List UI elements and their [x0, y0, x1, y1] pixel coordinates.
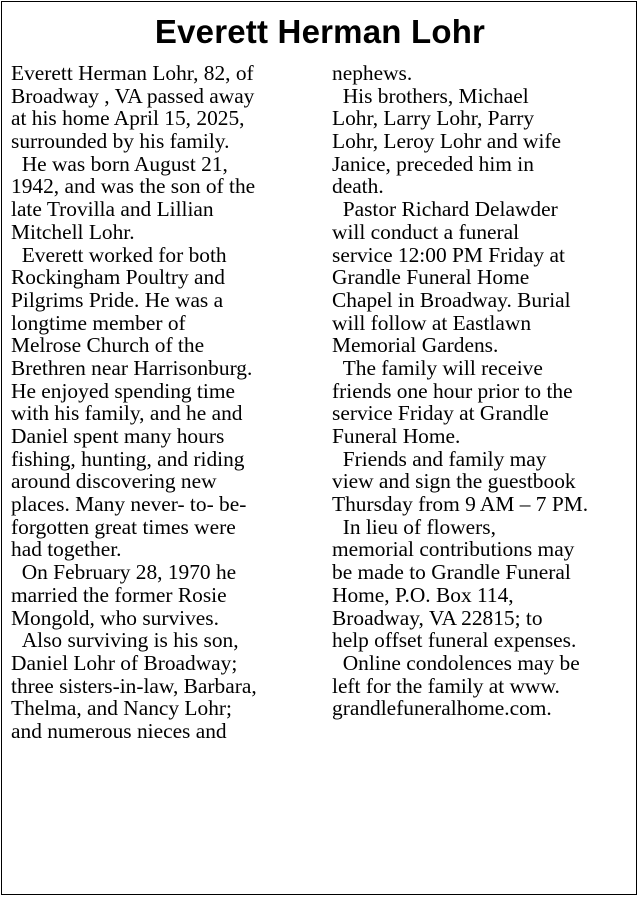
text-line: Mongold, who survives.: [11, 605, 219, 630]
text-line: service 12:00 PM Friday at: [332, 242, 565, 267]
text-line: Daniel Lohr of Broadway;: [11, 650, 238, 675]
text-line: death.: [332, 174, 384, 199]
text-line: Thursday from 9 AM – 7 PM.: [332, 492, 589, 517]
text-line: Lohr, Leroy Lohr and wife: [332, 129, 562, 154]
text-line: had together.: [11, 537, 122, 562]
text-line: longtime member of: [11, 310, 186, 335]
text-line: On February 28, 1970 he: [11, 560, 237, 585]
text-line: forgotten great times were: [11, 514, 236, 539]
text-line: Daniel spent many hours: [11, 424, 225, 448]
text-line: Rockingham Poultry and: [11, 265, 225, 290]
text-line: grandlefuneralhome.com.: [332, 696, 552, 721]
text-line: Chapel in Broadway. Burial: [332, 287, 571, 312]
text-line: with his family, and he and: [11, 401, 243, 426]
text-line: around discovering new: [11, 469, 217, 494]
obituary-column-right: [332, 62, 632, 720]
text-line: His brothers, Michael: [332, 83, 529, 108]
text-line: The family will receive: [332, 355, 543, 380]
text-line: late Trovilla and Lillian: [11, 197, 214, 222]
text-line: Also surviving is his son,: [11, 628, 239, 653]
text-line: service Friday at Grandle: [332, 401, 549, 426]
text-line: Brethren near Harrisonburg.: [11, 355, 253, 380]
text-line: fishing, hunting, and riding: [11, 446, 245, 471]
text-line: friends one hour prior to the: [332, 378, 573, 403]
text-line: places. Many never- to- be-: [11, 492, 247, 517]
text-line: memorial contributions may: [332, 537, 575, 562]
text-line: Melrose Church of the: [11, 333, 205, 358]
text-line: and numerous nieces and: [11, 718, 227, 743]
text-line: married the former Rosie: [11, 582, 227, 607]
text-line: Mitchell Lohr.: [11, 219, 135, 244]
text-line: be made to Grandle Funeral: [332, 560, 571, 585]
text-line: help offset funeral expenses.: [332, 628, 577, 653]
text-line: Pilgrims Pride. He was a: [11, 287, 224, 312]
text-line: In lieu of flowers,: [332, 514, 496, 539]
text-line: will conduct a funeral: [332, 219, 520, 244]
text-line: Broadway, VA 22815; to: [332, 605, 543, 630]
text-line: three sisters-in-law, Barbara,: [11, 673, 257, 698]
text-line: Pastor Richard Delawder: [332, 197, 558, 222]
text-line: Funeral Home.: [332, 424, 461, 448]
obituary-column-left: [11, 62, 321, 743]
text-line: at his home April 15, 2025,: [11, 106, 245, 131]
text-line: Everett worked for both: [11, 242, 227, 267]
text-line: nephews.: [332, 61, 413, 85]
text-line: Thelma, and Nancy Lohr;: [11, 696, 232, 721]
text-line: Home, P.O. Box 114,: [332, 582, 514, 607]
text-line: view and sign the guestbook: [332, 469, 576, 494]
text-line: Memorial Gardens.: [332, 333, 499, 358]
text-line: Everett Herman Lohr, 82, of: [11, 61, 254, 85]
text-line: surrounded by his family.: [11, 129, 230, 154]
obituary-title: Everett Herman Lohr: [154, 13, 486, 50]
text-line: Grandle Funeral Home: [332, 265, 530, 290]
text-line: will follow at Eastlawn: [332, 310, 532, 335]
text-line: Friends and family may: [332, 446, 547, 471]
obituary-frame: [1, 1, 637, 895]
text-line: left for the family at www.: [332, 673, 560, 698]
text-line: Lohr, Larry Lohr, Parry: [332, 106, 535, 131]
text-line: He was born August 21,: [11, 151, 228, 176]
text-line: 1942, and was the son of the: [11, 174, 256, 199]
text-line: He enjoyed spending time: [11, 378, 235, 403]
text-line: Janice, preceded him in: [332, 151, 534, 176]
text-line: Online condolences may be: [332, 650, 580, 675]
text-line: Broadway , VA passed away: [11, 83, 255, 108]
